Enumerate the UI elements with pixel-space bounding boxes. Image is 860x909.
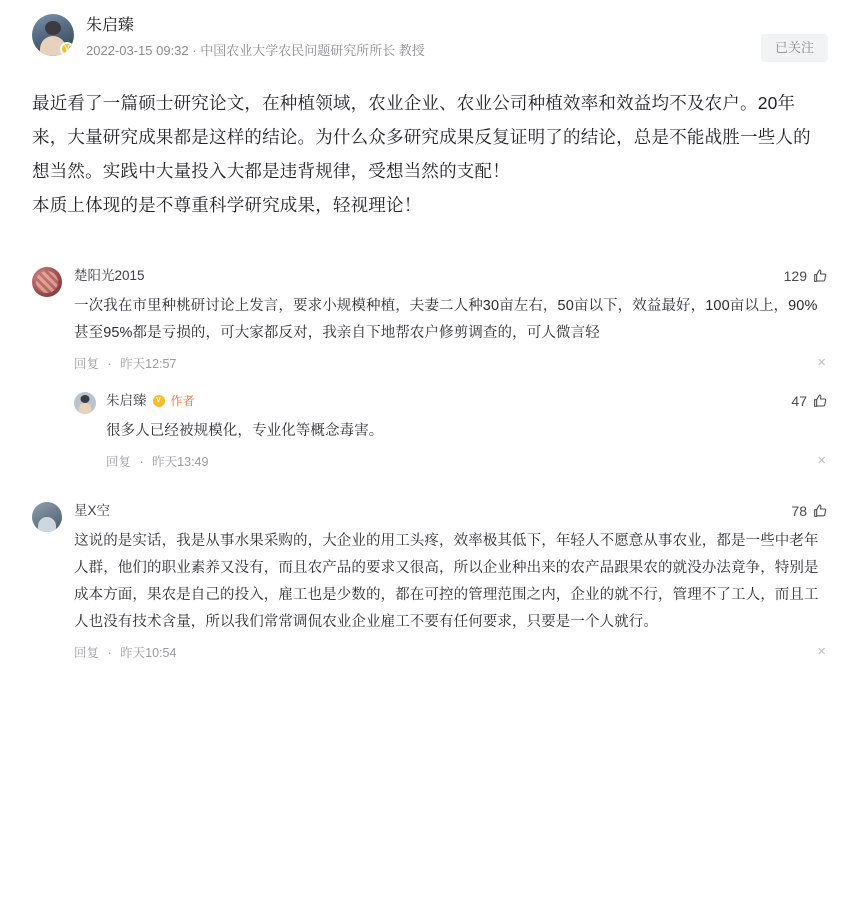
comment-author-name[interactable]: 楚阳光2015 <box>74 268 145 283</box>
comment-time: 昨天12:57 <box>120 357 177 371</box>
comment-item <box>32 266 828 471</box>
comment-body <box>106 391 828 471</box>
follow-button[interactable]: 已关注 <box>761 34 828 62</box>
comment-header <box>74 266 828 286</box>
like-count: 129 <box>783 268 807 284</box>
reply-button[interactable]: 回复 <box>74 646 100 660</box>
comment-footer <box>74 355 828 373</box>
avatar[interactable] <box>32 502 62 532</box>
like-button[interactable] <box>784 266 828 286</box>
thumbs-up-icon <box>812 393 828 409</box>
comment-body <box>74 266 828 471</box>
close-icon[interactable]: × <box>817 354 826 371</box>
post-paragraph: 最近看了一篇硕士研究论文，在种植领域，农业企业、农业公司种植效率和效益均不及农户。20年来，大量研究成果都是这样的结论。为什么众多研究成果反复证明了的结论，总是不能战胜一些人的想当然。实践中大量投入大都是违背规律，受想当然的支配！ <box>32 93 811 181</box>
comment-author-name[interactable]: 朱启臻 <box>106 393 147 408</box>
comment-header <box>106 391 828 411</box>
post-header <box>32 14 828 68</box>
comment-item <box>32 501 828 662</box>
avatar[interactable] <box>74 392 96 414</box>
comment-text: 很多人已经被规模化，专业化等概念毒害。 <box>106 423 384 439</box>
like-button[interactable] <box>791 501 828 521</box>
reply-button[interactable]: 回复 <box>74 357 100 371</box>
comment-author-name[interactable]: 星X空 <box>74 503 111 518</box>
comment-footer <box>74 644 828 662</box>
separator: · <box>139 455 144 469</box>
author-meta <box>86 14 425 60</box>
comment-time: 昨天13:49 <box>152 455 209 469</box>
comment-text: 一次我在市里种桃研讨论上发言，要求小规模种植，夫妻二人种30亩左右，50亩以下，效益最好，100亩以上，90%甚至95%都是亏损的，可大家都反对，我亲自下地帮农户修剪调查的，可人微言轻 <box>74 298 818 341</box>
post-paragraph: 本质上体现的是不尊重科学研究成果，轻视理论！ <box>32 195 422 215</box>
comment-body <box>74 501 828 662</box>
author-tag: 作者 <box>170 394 195 408</box>
close-icon[interactable]: × <box>817 452 826 469</box>
verified-badge-icon <box>153 395 165 407</box>
like-count: 78 <box>791 503 807 519</box>
like-count: 47 <box>791 393 807 409</box>
comment-header <box>74 501 828 521</box>
separator: · <box>107 357 112 371</box>
like-button[interactable] <box>791 391 828 411</box>
separator: · <box>107 646 112 660</box>
post-meta: 2022-03-15 09:32 · 中国农业大学农民问题研究所所长 教授 <box>86 43 425 58</box>
comment-time: 昨天10:54 <box>120 646 177 660</box>
post-body <box>32 86 828 222</box>
comment-reply-item <box>74 391 828 471</box>
comment-footer <box>106 453 828 471</box>
avatar[interactable] <box>32 267 62 297</box>
thumbs-up-icon <box>812 503 828 519</box>
thumbs-up-icon <box>812 268 828 284</box>
close-icon[interactable]: × <box>817 643 826 660</box>
comment-list <box>32 266 828 662</box>
comment-text: 这说的是实话，我是从事水果采购的，大企业的用工头疼，效率极其低下，年轻人不愿意从事农业，都是一些中老年人群，他们的职业素养又没有，而且农产品的要求又很高，所以企业种出来的农产品跟果农的就没办法竟争，特别是成本方面，果农是自己的投入，雇工也是少数的，都在可控的管理范围之内，企业的就不行，管理不了工人，而且工人也没有技术含量，所以我们常常调侃农业企业雇工不要有任何要求，只要是一个人就行。 <box>74 533 819 630</box>
avatar[interactable] <box>32 14 74 56</box>
reply-button[interactable]: 回复 <box>106 455 132 469</box>
author-name[interactable]: 朱启臻 <box>86 17 135 34</box>
verified-badge-icon <box>60 42 74 56</box>
